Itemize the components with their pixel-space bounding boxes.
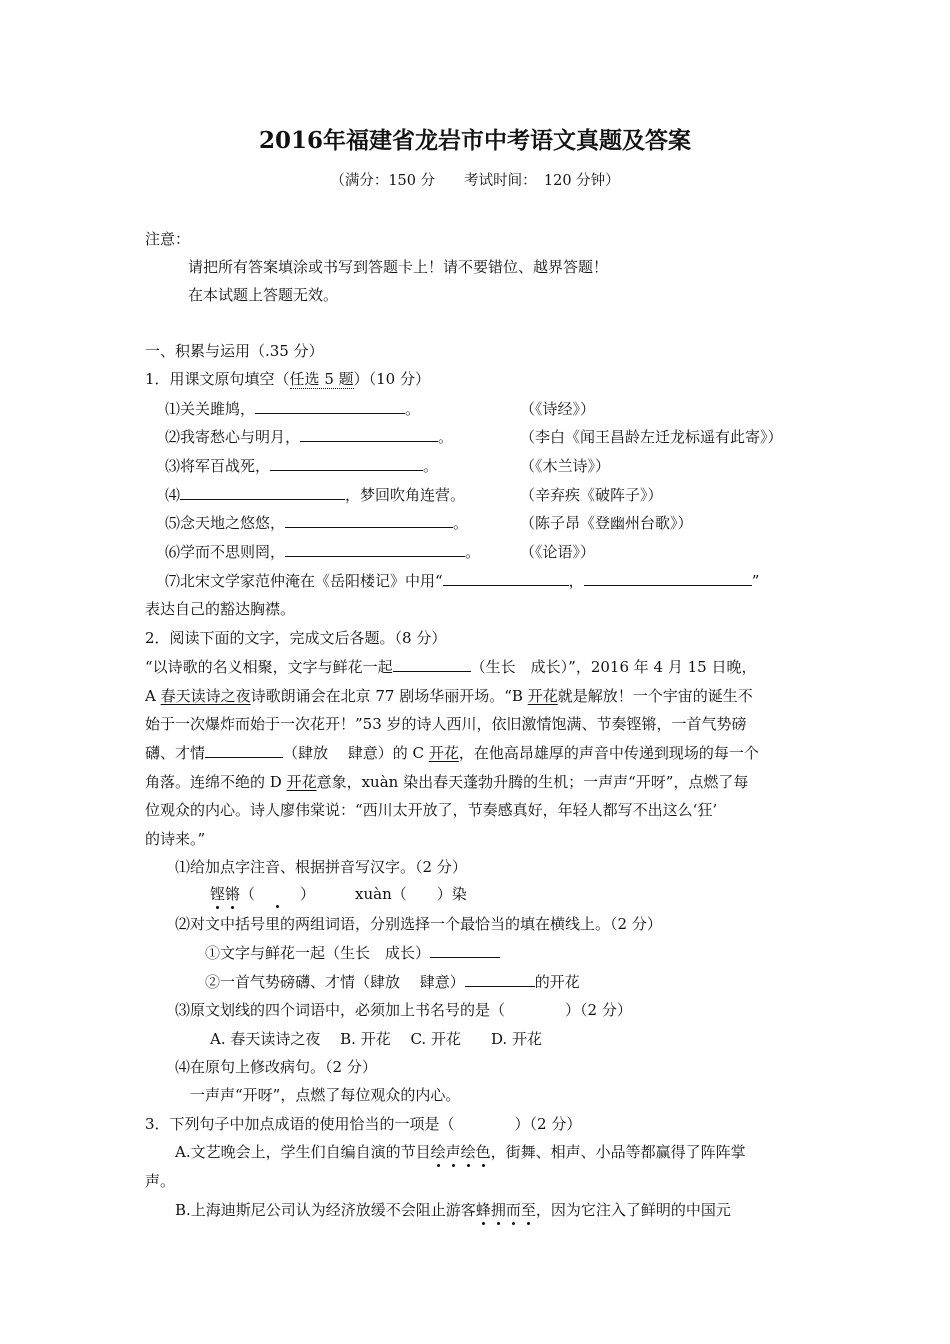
page-subtitle: （满分：150 分 考试时间： 120 分钟） [330,173,620,189]
q2-stem: 2．阅读下面的文字，完成文后各题。（8 分） [145,629,447,647]
q1-item-source: （《论语》） [520,543,596,561]
q2-passage-line: 礴、才情 （肆放 肆意）的 C 开花，在他高昂雄厚的声音中传递到现场的每一个 [145,744,759,762]
underlined-term-a: 春天读诗之夜 [160,687,251,705]
q1-item-source: （《木兰诗》） [520,457,611,475]
q1-item-source: （陈子昂《登幽州台歌》） [520,514,693,532]
q2-sub-2: ⑵对文中括号里的两组词语，分别选择一个最恰当的填在横线上。（2 分） [175,915,662,933]
q1-item-source: （辛弃疾《破阵子》） [520,486,663,504]
q2-passage-line: 的诗来。” [145,830,206,848]
page-title: 2016年福建省龙岩市中考语文真题及答案 [258,127,691,154]
q1-item: ⑸念天地之悠悠， 。 [165,514,469,532]
answer-blank[interactable] [180,485,345,500]
q3-option-a: A.文艺晚会上，学生们自编自演的节目绘声绘色，街舞、相声、小品等都赢得了阵阵掌 [175,1143,746,1161]
q2-passage-line: 始于一次爆炸而始于一次花开！”53 岁的诗人西川，依旧激情饱满、节奏铿锵，一首气势磅 [145,715,747,733]
answer-blank[interactable] [255,399,405,414]
answer-blank[interactable] [465,972,535,987]
q2-sub-2-item-2: ②一首气势磅礴、才情（肆放 肆意） 的开花 [205,973,580,991]
q1-stem-emphasis: 任选 5 题 [289,370,354,388]
underlined-term-c: 开花 [428,744,459,762]
q2-passage-line: 角落。连绵不绝的 D 开花意象，xuàn 染出春天蓬勃升腾的生机；一声声“开呀”，点燃了每 [145,773,749,791]
answer-blank[interactable] [584,571,752,586]
q1-item: ⑶将军百战死， 。 [165,457,439,475]
q1-item: ⑹学而不思则罔， 。 [165,543,481,561]
q1-item-7: ⑺北宋文学家范仲淹在《岳阳楼记》中用“ ， ” [165,572,760,590]
section-1-heading: 一、积累与运用（.35 分） [145,342,324,360]
notice-label: 注意： [145,230,191,248]
q1-stem: 1．用课文原句填空（任选 5 题）（10 分） [145,370,430,388]
q2-sub-2-item-1: ①文字与鲜花一起（生长 成长） [205,943,500,963]
q2-sub-1-item-a: 铿锵（ ） [210,885,316,903]
answer-blank[interactable] [393,657,471,672]
answer-blank[interactable] [285,542,465,557]
q2-sub-3: ⑶原文划线的四个词语中，必须加上书名号的是（ ）（2 分） [175,1001,632,1019]
answer-blank[interactable] [300,427,438,442]
notice-line-2: 在本试题上答题无效。 [188,286,339,304]
q2-sub-4-sentence: 一声声“开呀”，点燃了每位观众的内心。 [190,1086,461,1104]
answer-blank[interactable] [270,456,423,471]
q2-sub-1-item-b: xuàn（ ）染 [355,885,467,903]
q2-sub-1: ⑴给加点字注音、根据拼音写汉字。（2 分） [175,858,467,876]
q2-passage-line: 位观众的内心。诗人廖伟棠说：“西川太开放了，节奏感真好，年轻人都写不出这么‘狂’ [145,801,718,819]
q2-passage-line: A 春天读诗之夜诗歌朗诵会在北京 77 剧场华丽开场。“B 开花就是解放！一个宇宙的诞生不 [145,687,753,705]
q1-item: ⑵我寄愁心与明月， 。 [165,428,454,446]
answer-blank[interactable] [430,943,500,958]
q1-item: ⑴关关雎鸠， 。 [165,400,421,418]
q1-item-source: （《诗经》） [520,400,596,418]
q3-idiom-b: 蜂拥而至 [475,1201,536,1219]
underlined-term-b: 开花 [527,687,558,705]
notice-line-1: 请把所有答案填涂或书写到答题卡上！请不要错位、越界答题！ [188,258,609,276]
q2-passage-line: “以诗歌的名义相聚，文字与鲜花一起 （生长 成长）”，2016 年 4 月 15 日晚， [145,658,757,676]
answer-blank[interactable] [285,513,453,528]
q3-idiom-a: 绘声绘色 [430,1143,491,1161]
q1-item-7-cont: 表达自己的豁达胸襟。 [145,600,296,618]
q1-item: ⑷ ，梦回吹角连营。 [165,486,466,504]
q3-stem: 3．下列句子中加点成语的使用恰当的一项是（ ）（2 分） [145,1115,582,1133]
q3-option-a-cont: 声。 [145,1172,176,1190]
q3-option-b: B.上海迪斯尼公司认为经济放缓不会阻止游客蜂拥而至，因为它注入了鲜明的中国元 [175,1201,731,1219]
underlined-term-d: 开花 [286,773,317,791]
q1-item-source: （李白《闻王昌龄左迁龙标遥有此寄》） [520,428,783,446]
answer-blank[interactable] [443,571,569,586]
q2-sub-4: ⑷在原句上修改病句。（2 分） [175,1058,377,1076]
answer-blank[interactable] [205,743,283,758]
q2-sub-3-options: A. 春天读诗之夜 B. 开花 C. 开花 D. 开花 [210,1030,542,1048]
